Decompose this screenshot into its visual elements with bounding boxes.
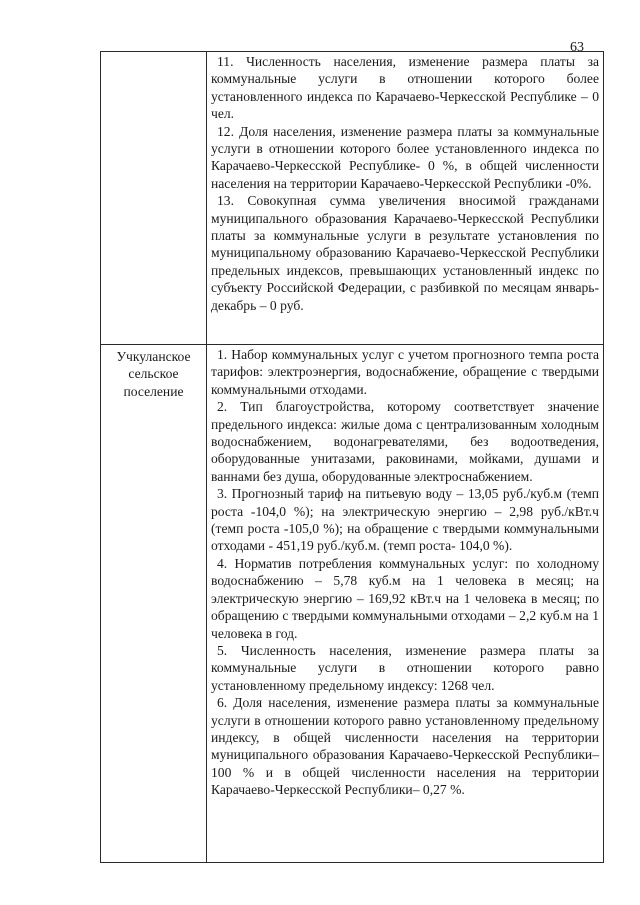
settlement-cell [101, 52, 207, 345]
indicator-paragraph: 11. Численность населения, изменение размера платы за коммунальные услуги в отношении которого более установленного индекса по Карачаево-Черкесской Республике – 0 чел. [211, 54, 599, 122]
indicator-cell [207, 345, 604, 863]
table-row [101, 52, 604, 345]
indicator-paragraph: 3. Прогнозный тариф на питьевую воду – 13,05 руб./куб.м (темп роста -104,0 %); на электрическую энергию – 2,98 руб./кВт.ч (темп роста -105,0 %); на обращение с твердыми коммунальными отходами - 451,19 руб./куб.м. (темп роста- 104,0 %). [211, 486, 599, 554]
indicator-paragraph: 6. Доля населения, изменение размера платы за коммунальные услуги в отношении которого равно установленному предельному индексу, в общей численности населения на территории муниципального образования Карачаево-Черкесской Республики– 100 % и в общей численности населения на территории Карачаево-Черкесской Республики– 0,27 %. [211, 695, 599, 798]
indicator-paragraph: 1. Набор коммунальных услуг с учетом прогнозного темпа роста тарифов: электроэнергия, водоснабжение, обращение с твердыми коммунальными отходами. [211, 347, 599, 397]
settlement-name: Учкуланское сельское поселение [116, 349, 191, 399]
settlement-cell [101, 345, 207, 863]
document-table [100, 51, 604, 863]
page-number: 63 [570, 40, 584, 55]
indicator-paragraph: 2. Тип благоустройства, которому соответствует значение предельного индекса: жилые дома с централизованным холодным водоснабжением, водонагревателями, без водоотведения, оборудованные унитазами, раковинами, мойками, душами и ваннами без душа, оборудованные электроснабжением. [211, 399, 599, 484]
indicator-cell [207, 52, 604, 345]
indicator-paragraph: 5. Численность населения, изменение размера платы за коммунальные услуги в отношении которого равно установленному предельному индексу: 1268 чел. [211, 642, 599, 693]
indicator-paragraph: 13. Совокупная сумма увеличения вносимой гражданами муниципального образования Карачаево-Черкесской Республики платы за коммунальные услуги в результате установления по муниципальному образованию Карачаево-Черкесской Республики предельных индексов, превышающих установленный индекс по субъекту Российской Федерации, с разбивкой по месяцам январь-декабрь – 0 руб. [211, 193, 599, 313]
table-row [101, 345, 604, 863]
indicator-paragraph: 12. Доля населения, изменение размера платы за коммунальные услуги в отношении которого более установленного индекса по Карачаево-Черкесской Республике- 0 %, в общей численности населения на территории Карачаево-Черкесской Республики -0%. [211, 123, 599, 191]
indicator-paragraph: 4. Норматив потребления коммунальных услуг: по холодному водоснабжению – 5,78 куб.м на 1 человека в месяц; на электрическую энергию – 169,92 кВт.ч на 1 человека в месяц; по обращению с твердыми коммунальными отходами – 2,2 куб.м на 1 человека в год. [211, 555, 599, 641]
